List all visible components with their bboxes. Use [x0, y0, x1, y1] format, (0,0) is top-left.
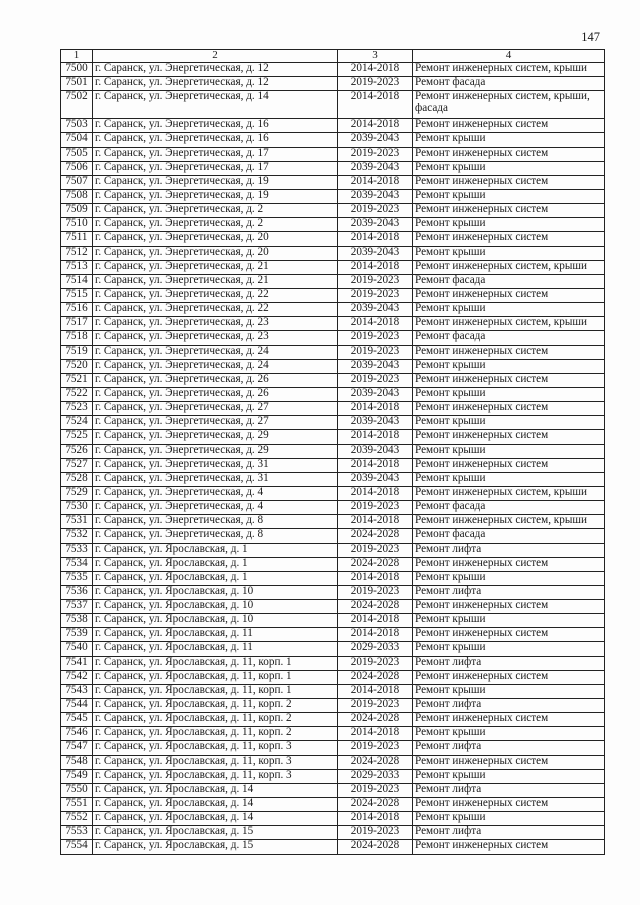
cell-work: Ремонт лифта [413, 699, 605, 713]
cell-work: Ремонт инженерных систем [413, 175, 605, 189]
cell-address: г. Саранск, ул. Энергетическая, д. 24 [93, 359, 338, 373]
cell-address: г. Саранск, ул. Энергетическая, д. 8 [93, 515, 338, 529]
table-row [61, 614, 605, 628]
table-row [61, 755, 605, 769]
cell-number: 7546 [61, 727, 93, 741]
table-row [61, 147, 605, 161]
table-row [61, 317, 605, 331]
cell-number: 7524 [61, 416, 93, 430]
cell-number: 7526 [61, 444, 93, 458]
cell-work: Ремонт крыши [413, 727, 605, 741]
table-row [61, 232, 605, 246]
cell-work: Ремонт инженерных систем [413, 628, 605, 642]
cell-number: 7548 [61, 755, 93, 769]
cell-period: 2024-2028 [338, 755, 413, 769]
cell-number: 7518 [61, 331, 93, 345]
cell-work: Ремонт инженерных систем, крыши [413, 515, 605, 529]
cell-address: г. Саранск, ул. Энергетическая, д. 26 [93, 373, 338, 387]
page-number: 147 [581, 30, 600, 44]
cell-work: Ремонт крыши [413, 684, 605, 698]
cell-address: г. Саранск, ул. Энергетическая, д. 20 [93, 232, 338, 246]
cell-period: 2039-2043 [338, 387, 413, 401]
cell-period: 2014-2018 [338, 571, 413, 585]
cell-work: Ремонт инженерных систем [413, 288, 605, 302]
cell-period: 2019-2023 [338, 656, 413, 670]
cell-work: Ремонт крыши [413, 133, 605, 147]
cell-period: 2029-2033 [338, 769, 413, 783]
cell-period: 2024-2028 [338, 670, 413, 684]
cell-period: 2019-2023 [338, 501, 413, 515]
table-row [61, 656, 605, 670]
cell-work: Ремонт крыши [413, 218, 605, 232]
cell-work: Ремонт крыши [413, 614, 605, 628]
cell-work: Ремонт крыши [413, 246, 605, 260]
cell-address: г. Саранск, ул. Энергетическая, д. 2 [93, 218, 338, 232]
cell-period: 2039-2043 [338, 416, 413, 430]
cell-address: г. Саранск, ул. Ярославская, д. 11, корп. 2 [93, 727, 338, 741]
cell-period: 2039-2043 [338, 444, 413, 458]
table-row [61, 501, 605, 515]
table-row [61, 288, 605, 302]
cell-period: 2014-2018 [338, 63, 413, 77]
cell-period: 2019-2023 [338, 741, 413, 755]
cell-period: 2024-2028 [338, 557, 413, 571]
header-row [61, 50, 605, 63]
cell-address: г. Саранск, ул. Ярославская, д. 11, корп. 3 [93, 769, 338, 783]
cell-work: Ремонт лифта [413, 585, 605, 599]
cell-address: г. Саранск, ул. Ярославская, д. 15 [93, 826, 338, 840]
cell-work: Ремонт инженерных систем, крыши [413, 260, 605, 274]
cell-number: 7517 [61, 317, 93, 331]
cell-number: 7531 [61, 515, 93, 529]
table-row [61, 642, 605, 656]
cell-period: 2014-2018 [338, 486, 413, 500]
cell-period: 2019-2023 [338, 585, 413, 599]
cell-number: 7528 [61, 472, 93, 486]
cell-number: 7554 [61, 840, 93, 854]
cell-number: 7537 [61, 600, 93, 614]
cell-work: Ремонт фасада [413, 501, 605, 515]
table-row [61, 63, 605, 77]
cell-number: 7535 [61, 571, 93, 585]
table-row [61, 331, 605, 345]
cell-period: 2019-2023 [338, 274, 413, 288]
cell-work: Ремонт крыши [413, 416, 605, 430]
cell-work: Ремонт инженерных систем [413, 755, 605, 769]
table-row [61, 161, 605, 175]
cell-period: 2039-2043 [338, 303, 413, 317]
cell-number: 7541 [61, 656, 93, 670]
cell-number: 7550 [61, 783, 93, 797]
table-row [61, 741, 605, 755]
cell-address: г. Саранск, ул. Ярославская, д. 10 [93, 614, 338, 628]
cell-period: 2024-2028 [338, 798, 413, 812]
cell-period: 2019-2023 [338, 373, 413, 387]
cell-work: Ремонт фасада [413, 274, 605, 288]
cell-number: 7502 [61, 91, 93, 119]
cell-work: Ремонт инженерных систем [413, 232, 605, 246]
cell-period: 2039-2043 [338, 218, 413, 232]
table-row [61, 402, 605, 416]
cell-address: г. Саранск, ул. Ярославская, д. 15 [93, 840, 338, 854]
cell-work: Ремонт инженерных систем [413, 119, 605, 133]
cell-number: 7542 [61, 670, 93, 684]
cell-period: 2024-2028 [338, 840, 413, 854]
cell-work: Ремонт инженерных систем [413, 204, 605, 218]
cell-number: 7543 [61, 684, 93, 698]
cell-period: 2019-2023 [338, 699, 413, 713]
cell-number: 7520 [61, 359, 93, 373]
table-row [61, 798, 605, 812]
cell-work: Ремонт инженерных систем [413, 600, 605, 614]
cell-period: 2024-2028 [338, 713, 413, 727]
cell-period: 2024-2028 [338, 600, 413, 614]
table-row [61, 260, 605, 274]
table-body [61, 63, 605, 855]
cell-period: 2019-2023 [338, 826, 413, 840]
cell-address: г. Саранск, ул. Ярославская, д. 14 [93, 798, 338, 812]
cell-number: 7507 [61, 175, 93, 189]
cell-address: г. Саранск, ул. Энергетическая, д. 19 [93, 189, 338, 203]
table-row [61, 472, 605, 486]
cell-period: 2039-2043 [338, 359, 413, 373]
cell-address: г. Саранск, ул. Энергетическая, д. 27 [93, 402, 338, 416]
cell-period: 2014-2018 [338, 402, 413, 416]
cell-address: г. Саранск, ул. Ярославская, д. 14 [93, 812, 338, 826]
cell-work: Ремонт инженерных систем [413, 458, 605, 472]
cell-work: Ремонт инженерных систем, крыши [413, 486, 605, 500]
cell-work: Ремонт инженерных систем [413, 840, 605, 854]
table-row [61, 684, 605, 698]
cell-period: 2014-2018 [338, 232, 413, 246]
table-row [61, 303, 605, 317]
table-row [61, 515, 605, 529]
table-row [61, 670, 605, 684]
cell-work: Ремонт крыши [413, 571, 605, 585]
cell-number: 7523 [61, 402, 93, 416]
repair-schedule-table [60, 49, 605, 855]
cell-number: 7511 [61, 232, 93, 246]
cell-number: 7539 [61, 628, 93, 642]
cell-number: 7527 [61, 458, 93, 472]
cell-work: Ремонт инженерных систем [413, 345, 605, 359]
cell-number: 7545 [61, 713, 93, 727]
cell-period: 2019-2023 [338, 783, 413, 797]
table-row [61, 628, 605, 642]
cell-address: г. Саранск, ул. Энергетическая, д. 16 [93, 133, 338, 147]
cell-work: Ремонт крыши [413, 444, 605, 458]
cell-number: 7504 [61, 133, 93, 147]
table-row [61, 713, 605, 727]
table-row [61, 486, 605, 500]
cell-address: г. Саранск, ул. Энергетическая, д. 21 [93, 260, 338, 274]
cell-period: 2014-2018 [338, 317, 413, 331]
cell-address: г. Саранск, ул. Ярославская, д. 1 [93, 571, 338, 585]
table-row [61, 373, 605, 387]
cell-work: Ремонт инженерных систем [413, 402, 605, 416]
cell-period: 2019-2023 [338, 204, 413, 218]
cell-number: 7519 [61, 345, 93, 359]
cell-period: 2029-2033 [338, 642, 413, 656]
cell-period: 2039-2043 [338, 472, 413, 486]
cell-address: г. Саранск, ул. Энергетическая, д. 4 [93, 486, 338, 500]
cell-work: Ремонт инженерных систем [413, 713, 605, 727]
cell-number: 7515 [61, 288, 93, 302]
cell-work: Ремонт инженерных систем [413, 798, 605, 812]
cell-address: г. Саранск, ул. Энергетическая, д. 14 [93, 91, 338, 119]
table-row [61, 543, 605, 557]
cell-address: г. Саранск, ул. Энергетическая, д. 12 [93, 63, 338, 77]
cell-work: Ремонт крыши [413, 359, 605, 373]
table-row [61, 77, 605, 91]
cell-work: Ремонт фасада [413, 77, 605, 91]
cell-address: г. Саранск, ул. Энергетическая, д. 17 [93, 147, 338, 161]
cell-address: г. Саранск, ул. Ярославская, д. 14 [93, 783, 338, 797]
cell-work: Ремонт крыши [413, 161, 605, 175]
cell-address: г. Саранск, ул. Ярославская, д. 11 [93, 642, 338, 656]
cell-work: Ремонт фасада [413, 331, 605, 345]
cell-period: 2014-2018 [338, 91, 413, 119]
table-row [61, 91, 605, 119]
cell-work: Ремонт крыши [413, 472, 605, 486]
cell-work: Ремонт лифта [413, 826, 605, 840]
cell-number: 7500 [61, 63, 93, 77]
cell-period: 2024-2028 [338, 529, 413, 543]
cell-address: г. Саранск, ул. Энергетическая, д. 24 [93, 345, 338, 359]
cell-period: 2019-2023 [338, 77, 413, 91]
table-row [61, 840, 605, 854]
cell-period: 2014-2018 [338, 515, 413, 529]
table-row [61, 246, 605, 260]
cell-number: 7540 [61, 642, 93, 656]
table-row [61, 585, 605, 599]
cell-number: 7544 [61, 699, 93, 713]
column-header-work: 4 [413, 50, 605, 63]
table-row [61, 416, 605, 430]
cell-work: Ремонт инженерных систем [413, 147, 605, 161]
cell-number: 7506 [61, 161, 93, 175]
cell-work: Ремонт лифта [413, 741, 605, 755]
table-row [61, 571, 605, 585]
cell-address: г. Саранск, ул. Энергетическая, д. 4 [93, 501, 338, 515]
table-row [61, 274, 605, 288]
cell-number: 7512 [61, 246, 93, 260]
cell-number: 7513 [61, 260, 93, 274]
cell-number: 7552 [61, 812, 93, 826]
cell-address: г. Саранск, ул. Энергетическая, д. 31 [93, 472, 338, 486]
cell-period: 2019-2023 [338, 345, 413, 359]
table-row [61, 175, 605, 189]
cell-number: 7547 [61, 741, 93, 755]
cell-number: 7510 [61, 218, 93, 232]
cell-period: 2019-2023 [338, 288, 413, 302]
cell-address: г. Саранск, ул. Ярославская, д. 10 [93, 600, 338, 614]
cell-address: г. Саранск, ул. Энергетическая, д. 23 [93, 317, 338, 331]
cell-period: 2039-2043 [338, 246, 413, 260]
cell-period: 2014-2018 [338, 430, 413, 444]
table-row [61, 812, 605, 826]
table-row [61, 189, 605, 203]
cell-work: Ремонт инженерных систем, крыши [413, 317, 605, 331]
cell-number: 7503 [61, 119, 93, 133]
cell-number: 7553 [61, 826, 93, 840]
table-row [61, 218, 605, 232]
column-header-address: 2 [93, 50, 338, 63]
cell-period: 2014-2018 [338, 614, 413, 628]
table-row [61, 119, 605, 133]
cell-number: 7549 [61, 769, 93, 783]
cell-address: г. Саранск, ул. Ярославская, д. 11, корп. 1 [93, 684, 338, 698]
cell-work: Ремонт инженерных систем, крыши, фасада [413, 91, 605, 119]
cell-address: г. Саранск, ул. Энергетическая, д. 26 [93, 387, 338, 401]
column-header-period: 3 [338, 50, 413, 63]
cell-work: Ремонт инженерных систем, крыши [413, 63, 605, 77]
cell-number: 7551 [61, 798, 93, 812]
cell-number: 7505 [61, 147, 93, 161]
cell-number: 7509 [61, 204, 93, 218]
cell-period: 2019-2023 [338, 147, 413, 161]
cell-address: г. Саранск, ул. Энергетическая, д. 16 [93, 119, 338, 133]
table-row [61, 204, 605, 218]
cell-number: 7508 [61, 189, 93, 203]
cell-address: г. Саранск, ул. Энергетическая, д. 23 [93, 331, 338, 345]
cell-address: г. Саранск, ул. Ярославская, д. 11, корп. 3 [93, 741, 338, 755]
cell-address: г. Саранск, ул. Энергетическая, д. 29 [93, 430, 338, 444]
cell-work: Ремонт крыши [413, 303, 605, 317]
cell-address: г. Саранск, ул. Энергетическая, д. 31 [93, 458, 338, 472]
table-row [61, 769, 605, 783]
cell-period: 2019-2023 [338, 543, 413, 557]
table-row [61, 557, 605, 571]
table-row [61, 529, 605, 543]
cell-address: г. Саранск, ул. Ярославская, д. 11, корп. 3 [93, 755, 338, 769]
cell-period: 2014-2018 [338, 684, 413, 698]
cell-period: 2039-2043 [338, 189, 413, 203]
cell-work: Ремонт лифта [413, 656, 605, 670]
cell-period: 2039-2043 [338, 133, 413, 147]
cell-period: 2014-2018 [338, 175, 413, 189]
cell-address: г. Саранск, ул. Энергетическая, д. 27 [93, 416, 338, 430]
column-header-number: 1 [61, 50, 93, 63]
table-row [61, 826, 605, 840]
cell-work: Ремонт крыши [413, 642, 605, 656]
cell-number: 7532 [61, 529, 93, 543]
cell-period: 2039-2043 [338, 161, 413, 175]
cell-number: 7521 [61, 373, 93, 387]
table-row [61, 430, 605, 444]
table-row [61, 133, 605, 147]
cell-number: 7525 [61, 430, 93, 444]
cell-work: Ремонт инженерных систем [413, 430, 605, 444]
cell-work: Ремонт лифта [413, 783, 605, 797]
cell-work: Ремонт крыши [413, 189, 605, 203]
cell-address: г. Саранск, ул. Ярославская, д. 11, корп. 2 [93, 713, 338, 727]
cell-work: Ремонт крыши [413, 387, 605, 401]
cell-address: г. Саранск, ул. Ярославская, д. 10 [93, 585, 338, 599]
cell-address: г. Саранск, ул. Ярославская, д. 1 [93, 557, 338, 571]
table-row [61, 444, 605, 458]
table-row [61, 345, 605, 359]
cell-number: 7534 [61, 557, 93, 571]
table-row [61, 727, 605, 741]
cell-period: 2014-2018 [338, 119, 413, 133]
cell-address: г. Саранск, ул. Энергетическая, д. 2 [93, 204, 338, 218]
cell-address: г. Саранск, ул. Энергетическая, д. 21 [93, 274, 338, 288]
cell-work: Ремонт лифта [413, 543, 605, 557]
cell-number: 7533 [61, 543, 93, 557]
cell-address: г. Саранск, ул. Энергетическая, д. 19 [93, 175, 338, 189]
table-row [61, 387, 605, 401]
cell-period: 2019-2023 [338, 331, 413, 345]
cell-address: г. Саранск, ул. Ярославская, д. 11 [93, 628, 338, 642]
cell-number: 7538 [61, 614, 93, 628]
cell-address: г. Саранск, ул. Энергетическая, д. 8 [93, 529, 338, 543]
cell-address: г. Саранск, ул. Ярославская, д. 11, корп. 1 [93, 656, 338, 670]
cell-period: 2014-2018 [338, 458, 413, 472]
cell-work: Ремонт инженерных систем [413, 670, 605, 684]
table-row [61, 783, 605, 797]
cell-number: 7529 [61, 486, 93, 500]
cell-address: г. Саранск, ул. Ярославская, д. 1 [93, 543, 338, 557]
cell-period: 2014-2018 [338, 727, 413, 741]
table-row [61, 458, 605, 472]
cell-number: 7536 [61, 585, 93, 599]
cell-number: 7530 [61, 501, 93, 515]
cell-number: 7501 [61, 77, 93, 91]
cell-address: г. Саранск, ул. Энергетическая, д. 12 [93, 77, 338, 91]
cell-work: Ремонт крыши [413, 769, 605, 783]
cell-work: Ремонт инженерных систем [413, 373, 605, 387]
cell-number: 7514 [61, 274, 93, 288]
cell-address: г. Саранск, ул. Энергетическая, д. 17 [93, 161, 338, 175]
cell-address: г. Саранск, ул. Ярославская, д. 11, корп. 2 [93, 699, 338, 713]
table-row [61, 359, 605, 373]
cell-address: г. Саранск, ул. Энергетическая, д. 29 [93, 444, 338, 458]
cell-number: 7522 [61, 387, 93, 401]
table-row [61, 600, 605, 614]
table-row [61, 699, 605, 713]
cell-work: Ремонт фасада [413, 529, 605, 543]
cell-address: г. Саранск, ул. Энергетическая, д. 22 [93, 303, 338, 317]
cell-work: Ремонт крыши [413, 812, 605, 826]
cell-number: 7516 [61, 303, 93, 317]
cell-address: г. Саранск, ул. Ярославская, д. 11, корп. 1 [93, 670, 338, 684]
cell-period: 2014-2018 [338, 260, 413, 274]
cell-period: 2014-2018 [338, 812, 413, 826]
cell-period: 2014-2018 [338, 628, 413, 642]
cell-address: г. Саранск, ул. Энергетическая, д. 22 [93, 288, 338, 302]
cell-address: г. Саранск, ул. Энергетическая, д. 20 [93, 246, 338, 260]
cell-work: Ремонт инженерных систем [413, 557, 605, 571]
